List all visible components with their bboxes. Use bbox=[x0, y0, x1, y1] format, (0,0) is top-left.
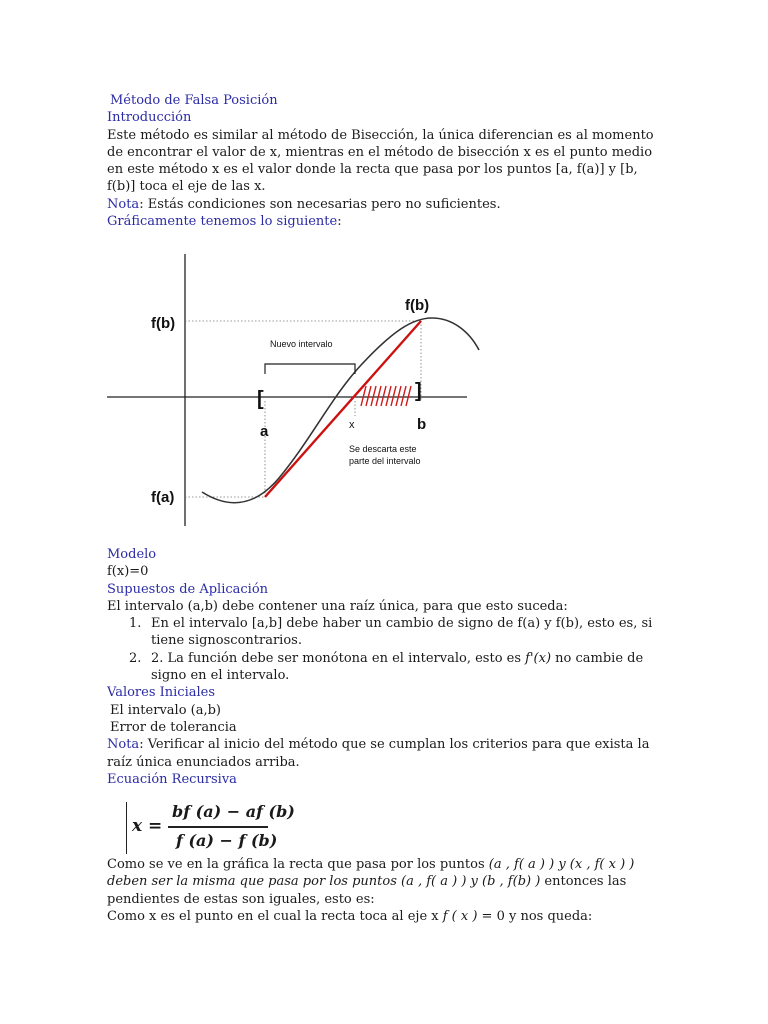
intro-heading: Introducción bbox=[107, 110, 192, 126]
closing-paragraphs bbox=[107, 856, 667, 925]
list-item-text: 2. La función debe ser monótona en el intervalo, esto es bbox=[151, 650, 526, 666]
equation-fraction-bar bbox=[168, 826, 268, 828]
closing-1b: (a , f( a ) ) y (x , f( x ) ) deben ser la misma que pasa por los puntos bbox=[107, 857, 635, 890]
doc-title: Método de Falsa Posición bbox=[110, 93, 278, 108]
label-fb-left: f(b) bbox=[151, 315, 176, 332]
false-position-figure bbox=[107, 246, 527, 532]
ecuacion-heading: Ecuación Recursiva bbox=[107, 771, 237, 787]
nota-2-text: : Verificar al inicio del método que se cumplan los criterios para que exista la raíz única enunciados arriba. bbox=[107, 737, 650, 770]
graph-heading-colon: : bbox=[337, 214, 342, 230]
supuestos-text: El intervalo (a,b) debe contener una raíz única, para que esto suceda: bbox=[107, 598, 568, 614]
nuevo-intervalo-bracket bbox=[265, 364, 355, 374]
list-item-number: 1. bbox=[129, 616, 142, 632]
equation-left-bar bbox=[126, 802, 127, 854]
document-body-2 bbox=[107, 546, 667, 788]
nota-2 bbox=[107, 736, 667, 771]
modelo-text: f(x)=0 bbox=[107, 564, 149, 580]
nota-1-text: : Estás condiciones son necesarias pero no suficientes. bbox=[139, 196, 501, 212]
equation-denominator: f (a) − f (b) bbox=[176, 831, 278, 850]
list-item bbox=[107, 615, 667, 650]
closing-2c: = 0 y nos queda: bbox=[477, 908, 593, 924]
intro-paragraph: Este método es similar al método de Bisección, la única diferencian es al momento de encontrar el valor de x, mientras en el método de bisección x es el punto medio en este método x es el valor donde la recta que pasa por los puntos [a, f(a)] y [b, f(b)] toca el eje de las x. bbox=[107, 127, 654, 195]
valores-item-1: El intervalo (a,b) bbox=[110, 702, 222, 718]
closing-2a: Como x es el punto en el cual la recta toca al eje x bbox=[107, 908, 443, 924]
label-descarta-1: Se descarta este bbox=[349, 444, 417, 454]
closing-1d: entonces las pendientes de estas son iguales, esto es: bbox=[107, 874, 627, 907]
list-item-italic: f'(x) bbox=[525, 650, 552, 666]
nota-1 bbox=[107, 196, 667, 213]
closing-paragraph-1 bbox=[107, 856, 667, 908]
equation-lhs: x = bbox=[132, 816, 163, 836]
closing-1a: Como se ve en la gráfica la recta que pasa por los puntos bbox=[107, 857, 485, 872]
supuestos-heading: Supuestos de Aplicación bbox=[107, 581, 269, 597]
label-fb-right: f(b) bbox=[405, 297, 430, 314]
closing-1c: (a , f( a ) ) y (b , f(b) ) bbox=[401, 874, 541, 890]
modelo-heading: Modelo bbox=[107, 547, 157, 562]
label-b: b bbox=[417, 416, 427, 433]
figure-svg bbox=[107, 246, 527, 532]
equation-numerator: bf (a) − af (b) bbox=[172, 802, 295, 821]
label-a: a bbox=[260, 423, 269, 440]
document-body bbox=[107, 92, 667, 230]
nota-2-label: Nota bbox=[107, 737, 140, 753]
label-nuevo-intervalo: Nuevo intervalo bbox=[270, 339, 333, 349]
list-item bbox=[107, 650, 667, 685]
graph-heading-line bbox=[107, 213, 667, 230]
graph-heading: Gráficamente tenemos lo siguiente bbox=[107, 214, 338, 230]
closing-2b: f ( x ) bbox=[442, 908, 478, 924]
bracket-left: [ bbox=[257, 388, 264, 410]
closing-paragraph-2 bbox=[107, 908, 667, 925]
nota-1-label: Nota bbox=[107, 196, 140, 212]
valores-item-2: Error de tolerancia bbox=[110, 719, 237, 735]
bracket-right: ] bbox=[415, 380, 422, 402]
valores-heading: Valores Iniciales bbox=[107, 685, 216, 701]
supuestos-list bbox=[107, 615, 667, 684]
recursive-equation bbox=[126, 800, 295, 856]
label-fa: f(a) bbox=[151, 489, 175, 506]
label-x: x bbox=[349, 419, 355, 431]
list-item-text: En el intervalo [a,b] debe haber un cambio de signo de f(a) y f(b), esto es, si tiene signoscontrarios. bbox=[151, 616, 653, 649]
list-item-text-end: no cambie de signo en el intervalo. bbox=[151, 650, 644, 684]
list-item-number: 2. bbox=[129, 650, 142, 666]
discarded-hatching bbox=[361, 386, 411, 406]
label-descarta-2: parte del intervalo bbox=[349, 456, 421, 466]
